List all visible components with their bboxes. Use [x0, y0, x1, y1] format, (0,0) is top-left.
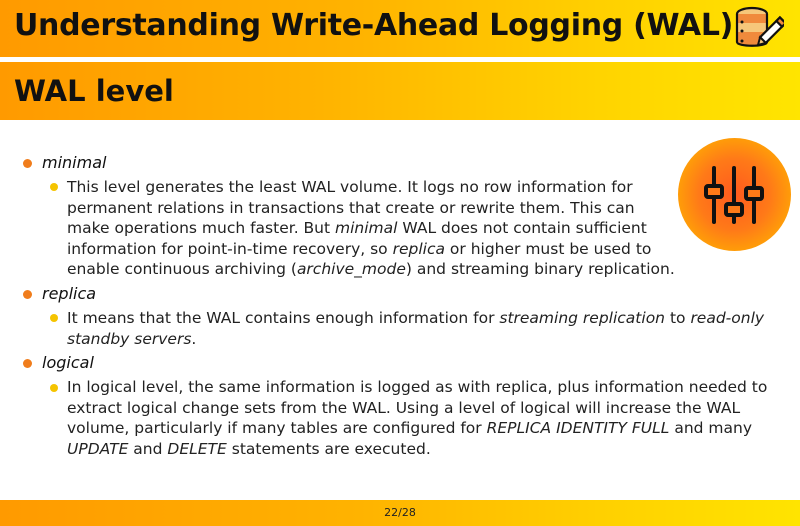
slide-title: Understanding Write-Ahead Logging (WAL): [14, 8, 734, 43]
level-replica-label: replica: [42, 284, 97, 303]
subtitle-bar: [0, 62, 800, 120]
bullet-l1-icon: [23, 359, 32, 368]
level-logical-label: logical: [42, 353, 94, 372]
settings-badge: [678, 138, 791, 251]
bullet-l1-icon: [23, 290, 32, 299]
level-minimal-description: This level generates the least WAL volume. It logs no row information for permanent relations in transactions that create or rewrite them. This can make operations much faster. But minimal WAL does not contain sufficient information for point-in-time recovery, so replica or higher must be used to enable continuous archiving (archive_mode) and streaming binary replication.: [67, 178, 675, 278]
bullet-l2-icon: [50, 384, 58, 392]
level-logical-description: In logical level, the same information is logged as with replica, plus information needed to extract logical change sets from the WAL. Using a level of logical will increase the WAL volume, particularly if many tables are configured for REPLICA IDENTITY FULL and many UPDATE and DELETE statements are executed.: [67, 378, 768, 458]
database-edit-icon: [732, 3, 784, 55]
page-number: 22/28: [384, 506, 416, 519]
title-bar: [0, 0, 800, 57]
footer-bar: [0, 500, 800, 526]
bullet-l1-icon: [23, 159, 32, 168]
bullet-l2-icon: [50, 183, 58, 191]
level-minimal-label: minimal: [42, 153, 107, 172]
sliders-icon: [678, 138, 791, 251]
section-heading: WAL level: [14, 74, 174, 108]
level-replica-description: It means that the WAL contains enough information for streaming replication to read-only standby servers.: [67, 309, 765, 348]
bullet-l2-icon: [50, 314, 58, 322]
